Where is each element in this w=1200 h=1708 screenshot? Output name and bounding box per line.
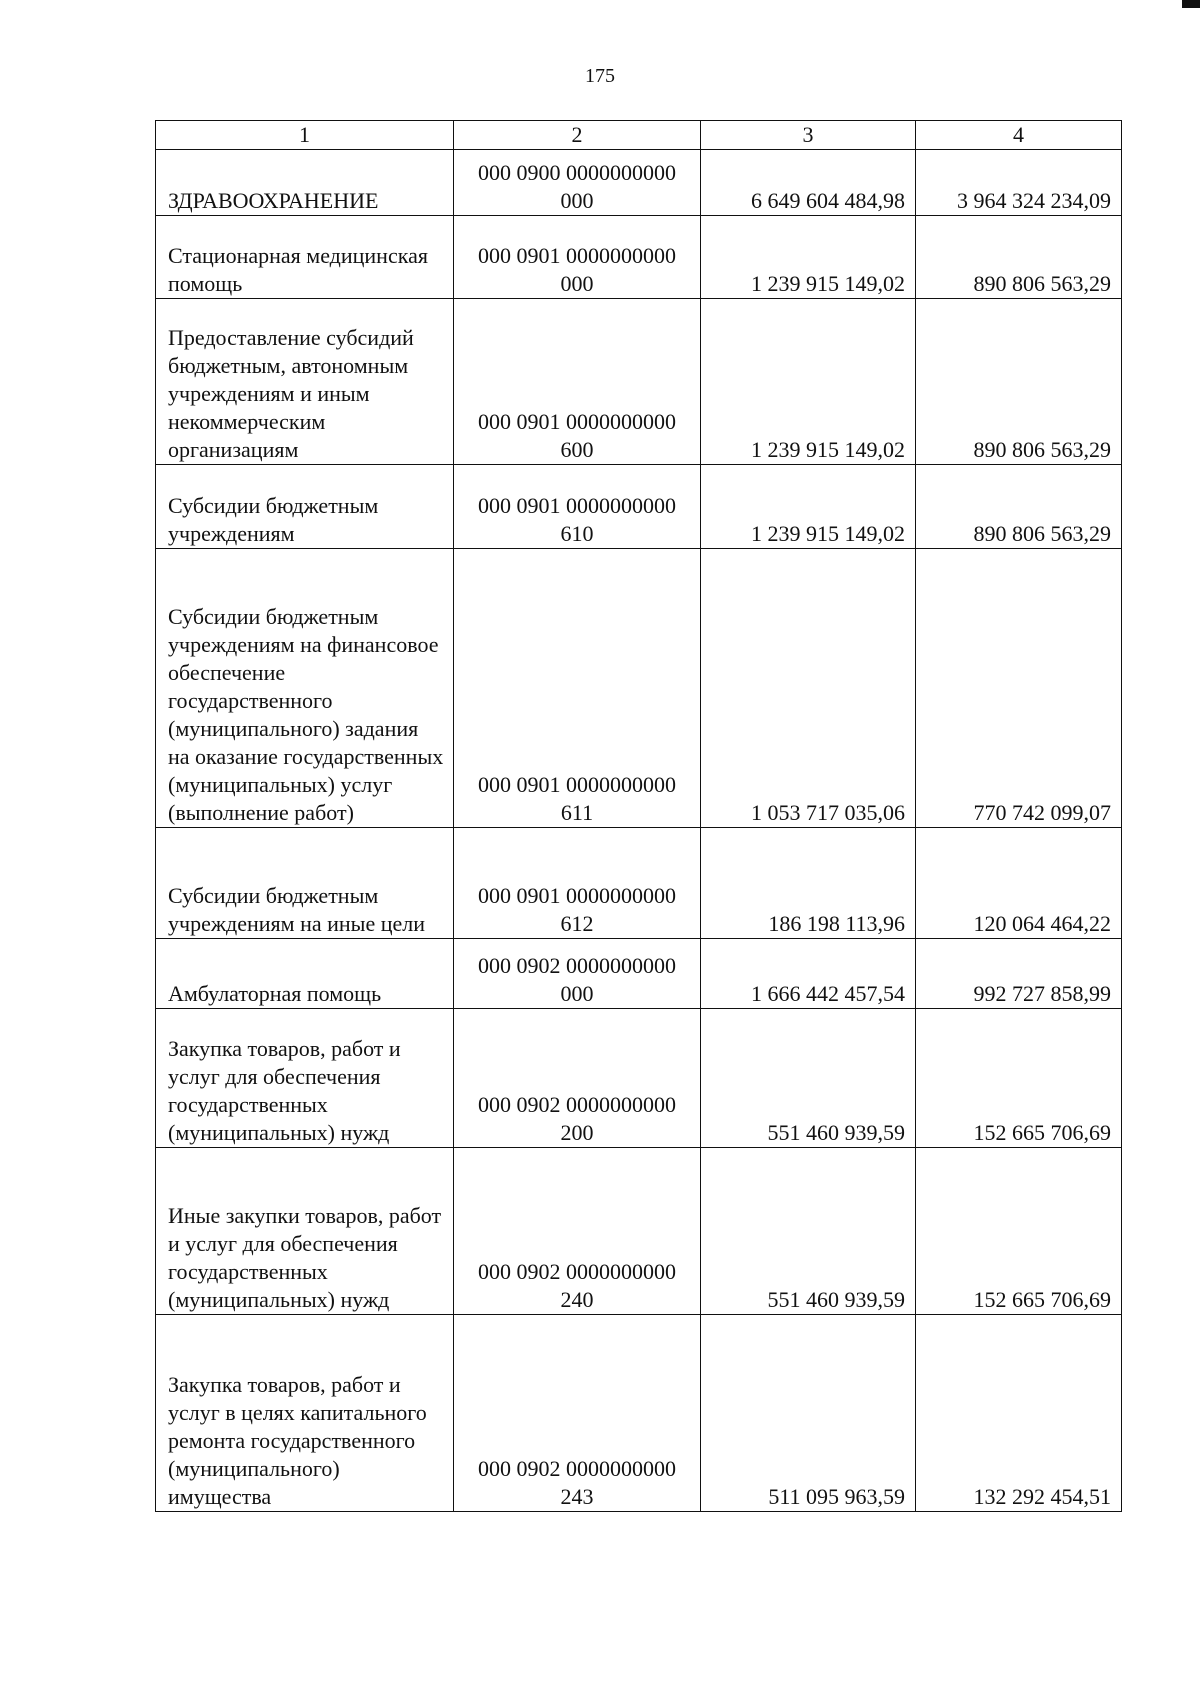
code-main: 000 0902 0000000000 — [478, 1456, 676, 1481]
row-name: Амбулаторная помощь — [156, 939, 454, 1009]
code-main: 000 0901 0000000000 — [478, 493, 676, 518]
table-row — [156, 216, 1122, 299]
header-col-4: 4 — [916, 121, 1122, 150]
row-code — [454, 1009, 701, 1148]
code-sub: 200 — [560, 1120, 594, 1145]
code-sub: 612 — [560, 911, 594, 936]
row-name: Закупка товаров, работ и услуг в целях капитального ремонта государственного (муниципального) имущества — [156, 1315, 454, 1512]
code-sub: 000 — [560, 271, 594, 296]
scan-corner-mark — [1182, 0, 1200, 8]
table-row — [156, 939, 1122, 1009]
row-name: Закупка товаров, работ и услуг для обеспечения государственных (муниципальных) нужд — [156, 1009, 454, 1148]
table-row — [156, 150, 1122, 216]
row-col3-value: 1 239 915 149,02 — [701, 465, 916, 549]
row-col4-value: 890 806 563,29 — [916, 299, 1122, 465]
table-row — [156, 465, 1122, 549]
table-row — [156, 299, 1122, 465]
code-sub: 000 — [560, 981, 594, 1006]
budget-table — [155, 120, 1122, 1512]
row-code — [454, 299, 701, 465]
code-sub: 240 — [560, 1287, 594, 1312]
row-col4-value: 120 064 464,22 — [916, 828, 1122, 939]
code-main: 000 0901 0000000000 — [478, 243, 676, 268]
row-name: Иные закупки товаров, работ и услуг для обеспечения государственных (муниципальных) нужд — [156, 1148, 454, 1315]
code-sub: 000 — [560, 188, 594, 213]
row-name: ЗДРАВООХРАНЕНИЕ — [156, 150, 454, 216]
row-col4-value: 152 665 706,69 — [916, 1148, 1122, 1315]
header-col-1: 1 — [156, 121, 454, 150]
code-main: 000 0902 0000000000 — [478, 1259, 676, 1284]
row-name: Субсидии бюджетным учреждениям на финансовое обеспечение государственного (муниципального) задания на оказание государственных (муниципальных) услуг (выполнение работ) — [156, 549, 454, 828]
row-code — [454, 828, 701, 939]
row-col3-value: 1 239 915 149,02 — [701, 216, 916, 299]
row-name: Предоставление субсидий бюджетным, автономным учреждениям и иным некоммерческим организациям — [156, 299, 454, 465]
row-name: Субсидии бюджетным учреждениям — [156, 465, 454, 549]
row-col3-value: 551 460 939,59 — [701, 1148, 916, 1315]
table-row — [156, 549, 1122, 828]
row-col4-value: 3 964 324 234,09 — [916, 150, 1122, 216]
header-col-2: 2 — [454, 121, 701, 150]
row-code — [454, 549, 701, 828]
row-col3-value: 511 095 963,59 — [701, 1315, 916, 1512]
code-main: 000 0901 0000000000 — [478, 883, 676, 908]
code-sub: 610 — [560, 521, 594, 546]
row-name: Стационарная медицинская помощь — [156, 216, 454, 299]
code-main: 000 0901 0000000000 — [478, 772, 676, 797]
row-col4-value: 890 806 563,29 — [916, 216, 1122, 299]
row-col3-value: 6 649 604 484,98 — [701, 150, 916, 216]
row-code — [454, 150, 701, 216]
row-col4-value: 152 665 706,69 — [916, 1009, 1122, 1148]
code-main: 000 0901 0000000000 — [478, 409, 676, 434]
header-col-3: 3 — [701, 121, 916, 150]
code-sub: 611 — [560, 800, 594, 825]
row-col4-value: 890 806 563,29 — [916, 465, 1122, 549]
row-col3-value: 1 053 717 035,06 — [701, 549, 916, 828]
row-code — [454, 939, 701, 1009]
row-code — [454, 465, 701, 549]
code-main: 000 0902 0000000000 — [478, 953, 676, 978]
page-number: 175 — [585, 65, 615, 87]
row-col3-value: 186 198 113,96 — [701, 828, 916, 939]
row-code — [454, 1315, 701, 1512]
table-row — [156, 1009, 1122, 1148]
row-col3-value: 1 666 442 457,54 — [701, 939, 916, 1009]
row-code — [454, 216, 701, 299]
table-row — [156, 1148, 1122, 1315]
code-sub: 243 — [560, 1484, 594, 1509]
table-header-row — [156, 121, 1122, 150]
row-col4-value: 992 727 858,99 — [916, 939, 1122, 1009]
row-name: Субсидии бюджетным учреждениям на иные цели — [156, 828, 454, 939]
table-row — [156, 1315, 1122, 1512]
code-main: 000 0900 0000000000 — [478, 160, 676, 185]
row-col4-value: 770 742 099,07 — [916, 549, 1122, 828]
code-main: 000 0902 0000000000 — [478, 1092, 676, 1117]
row-col3-value: 551 460 939,59 — [701, 1009, 916, 1148]
table-row — [156, 828, 1122, 939]
code-sub: 600 — [560, 437, 594, 462]
row-col4-value: 132 292 454,51 — [916, 1315, 1122, 1512]
row-code — [454, 1148, 701, 1315]
row-col3-value: 1 239 915 149,02 — [701, 299, 916, 465]
